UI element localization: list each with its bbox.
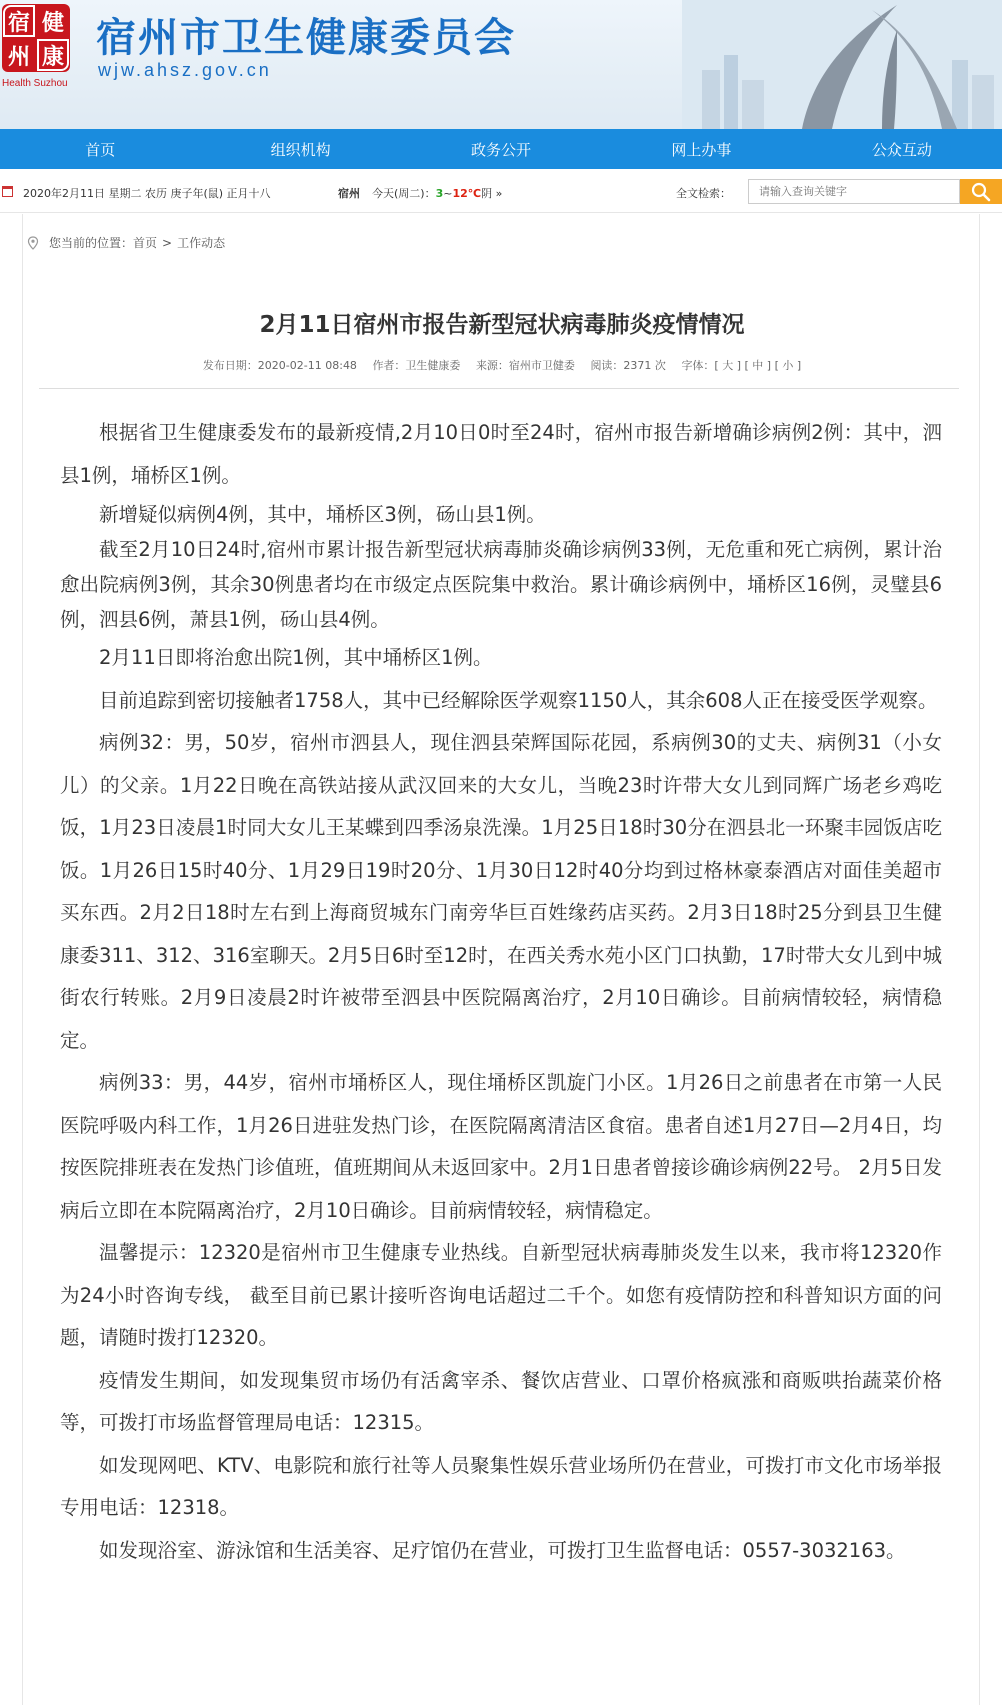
weather-city: 宿州 [338, 187, 360, 200]
logo-char: 州 [7, 43, 30, 70]
weather-low: 3 [435, 187, 444, 200]
article-paragraph: 温馨提示：12320是宿州市卫生健康专业热线。自新型冠状病毒肺炎发生以来，我市将12320作为24小时咨询专线， 截至目前已累计接听咨询电话超过二千个。如您有疫情防控和科普知识方面的问题，请随时拨打12320。 [60, 1241, 942, 1349]
article-paragraph: 疫情发生期间，如发现集贸市场仍有活禽宰杀、餐饮店营业、口罩价格疯涨和商贩哄抬蔬菜价格等，可拨打市场监督管理局电话：12315。 [60, 1368, 942, 1434]
breadcrumb-prefix: 您当前的位置： [49, 236, 134, 250]
search-button[interactable] [960, 179, 1002, 204]
current-date: 2020年2月11日 星期二 农历 庚子年(鼠) 正月十八 [23, 187, 271, 200]
weather-widget[interactable] [338, 185, 502, 201]
font-size-selector[interactable]: 字体：[ 大 ] [ 中 ] [ 小 ] [681, 359, 802, 372]
breadcrumb-current-link[interactable]: 工作动态 [177, 236, 226, 250]
article-container [22, 214, 980, 1705]
weather-sep: ~ [443, 187, 453, 200]
article-title: 2月11日宿州市报告新型冠状病毒肺炎疫情情况 [259, 312, 745, 338]
article-paragraph: 根据省卫生健康委发布的最新疫情,2月10日0时至24时，宿州市报告新增确诊病例2例：其中，泗县1例，埇桥区1例。 [60, 421, 942, 487]
site-title: 宿州市卫生健康委员会 [96, 15, 516, 61]
meta-publish-date: 发布日期：2020-02-11 08:48 [202, 359, 357, 372]
article-paragraph: 病例32：男，50岁，宿州市泗县人，现住泗县荣辉国际花园，系病例30的丈夫、病例31（小女儿）的父亲。1月22日晚在高铁站接从武汉回来的大女儿，当晚23时许带大女儿到同辉广场老乡鸡吃饭，1月23日凌晨1时同大女儿王某蝶到四季汤泉洗澡。1月25日18时30分在泗县北一环聚丰园饭店吃饭。1月26日15时40分、1月29日19时20分、1月30日12时40分均到过格林豪泰酒店对面佳美超市买东西。2月2日18时左右到上海商贸城东门南旁华巨百姓缘药店买药。2月3日18时25分到县卫生健康委311、312、316室聊天。2月5日6时至12时，在西关秀水苑小区门口执勤，17时带大女儿到中城街农行转账。2月9日凌晨2时许被带至泗县中医院隔离治疗，2月10日确诊。目前病情较轻，病情稳定。 [60, 731, 942, 1052]
breadcrumb-separator: > [162, 235, 173, 250]
logo-char: 康 [37, 39, 69, 71]
article-paragraph: 病例33：男，44岁，宿州市埇桥区人，现住埇桥区凯旋门小区。1月26日之前患者在市第一人民医院呼吸内科工作，1月26日进驻发热门诊，在医院隔离清洁区食宿。患者自述1月27日—2月4日，均按医院排班表在发热门诊值班，值班期间从未返回家中。2月1日患者曾接诊确诊病例22号。 2月5日发病后立即在本院隔离治疗，2月10日确诊。目前病情较轻，病情稳定。 [60, 1071, 942, 1222]
search-label: 全文检索： [676, 187, 731, 200]
article-paragraph: 截至2月10日24时,宿州市累计报告新型冠状病毒肺炎确诊病例33例，无危重和死亡病例，累计治愈出院病例3例，其余30例患者均在市级定点医院集中救治。累计确诊病例中，埇桥区16例，灵璧县6例，泗县6例，萧县1例，砀山县4例。 [60, 538, 942, 631]
nav-item-organization[interactable]: 组织机构 [270, 140, 331, 159]
weather-prefix: 今天(周二)： [372, 187, 436, 200]
breadcrumb-home-link[interactable]: 首页 [133, 236, 158, 250]
site-url: wjw.ahsz.gov.cn [98, 60, 272, 80]
article-paragraph: 新增疑似病例4例，其中，埇桥区3例，砀山县1例。 [99, 503, 546, 526]
location-pin-icon [27, 236, 39, 250]
logo-char: 宿 [3, 5, 35, 37]
article-paragraph: 如发现浴室、游泳馆和生活美容、足疗馆仍在营业，可拨打卫生监督电话：0557-3032163。 [99, 1538, 906, 1562]
meta-reads: 阅读：2371 次 [590, 359, 666, 372]
site-header [0, 0, 1002, 129]
search-icon [971, 182, 991, 202]
search-input[interactable] [748, 179, 960, 204]
weather-desc: 阴 » [481, 187, 503, 200]
logo-english-text: Health Suzhou [2, 78, 68, 89]
meta-source: 来源：宿州市卫健委 [475, 359, 575, 372]
calendar-icon [2, 186, 13, 197]
breadcrumb [27, 234, 225, 251]
article-body [60, 412, 942, 1572]
nav-item-government-affairs[interactable]: 政务公开 [471, 140, 532, 159]
article-paragraph: 2月11日即将治愈出院1例，其中埇桥区1例。 [99, 646, 493, 669]
nav-item-home[interactable]: 首页 [85, 140, 116, 159]
meta-author: 作者：卫生健康委 [372, 359, 461, 372]
info-bar [0, 169, 1002, 213]
main-nav [0, 129, 1002, 169]
logo-char: 健 [41, 9, 64, 36]
nav-item-public-interaction[interactable]: 公众互动 [871, 140, 932, 159]
title-divider [39, 388, 959, 389]
nav-item-online-services[interactable]: 网上办事 [671, 140, 732, 159]
site-logo[interactable] [2, 4, 70, 72]
article-meta [23, 357, 981, 373]
article-paragraph: 目前追踪到密切接触者1758人，其中已经解除医学观察1150人，其余608人正在接受医学观察。 [99, 688, 938, 712]
article-paragraph: 如发现网吧、KTV、电影院和旅行社等人员聚集性娱乐营业场所仍在营业，可拨打市文化市场举报专用电话：12318。 [60, 1453, 942, 1519]
header-skyline-image [682, 0, 1002, 129]
weather-high: 12℃ [452, 187, 482, 200]
